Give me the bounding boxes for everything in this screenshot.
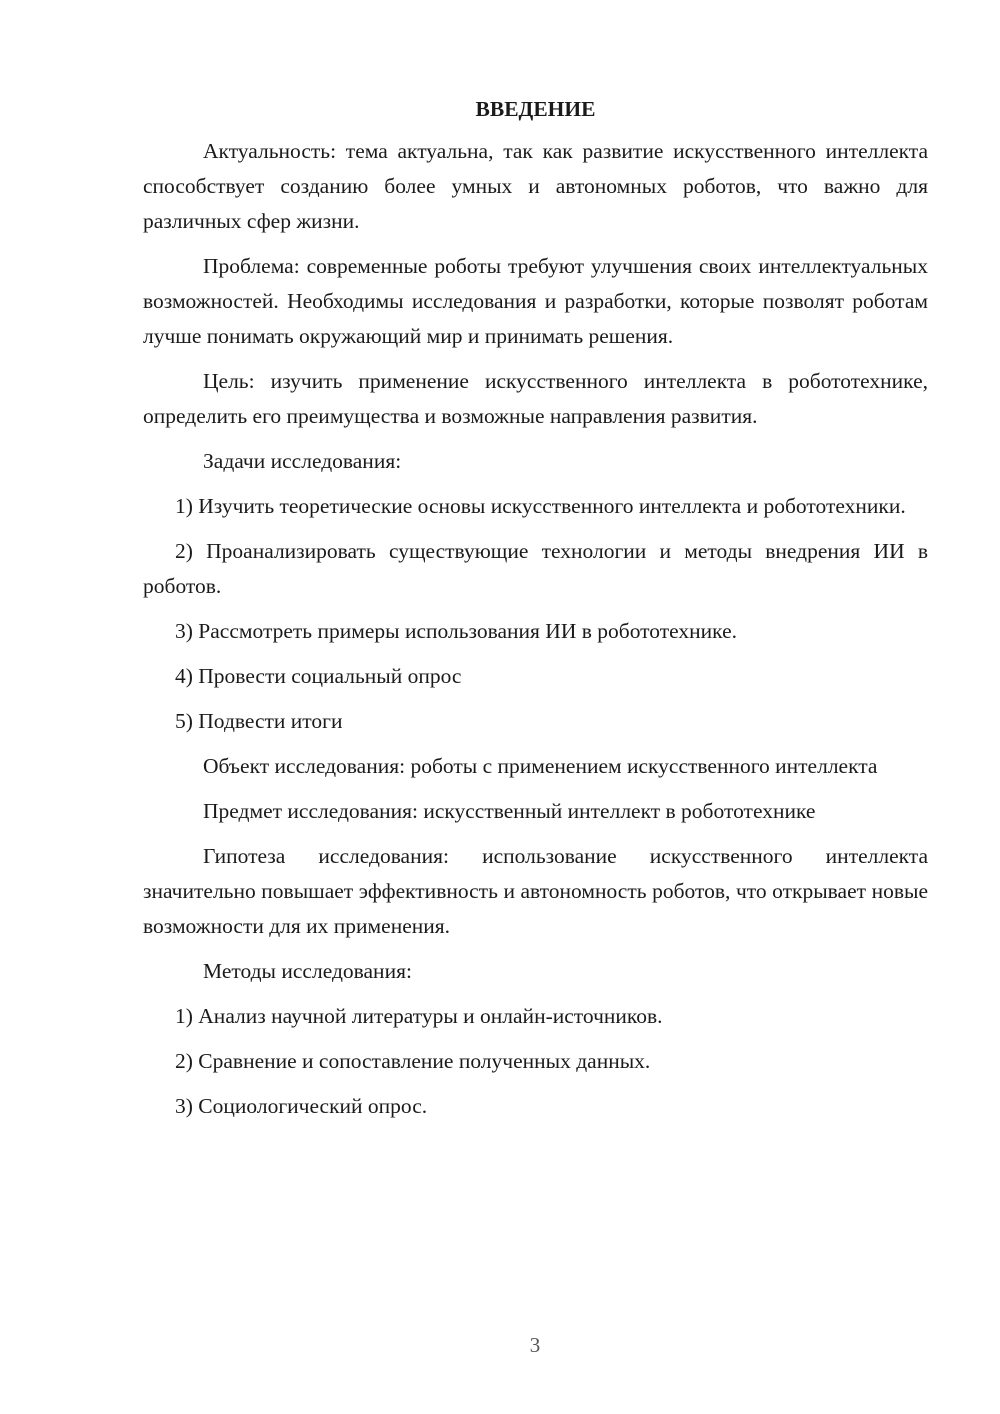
research-subject-paragraph: Предмет исследования: искусственный интеллект в робототехнике — [203, 799, 816, 823]
problem-paragraph: Проблема: современные роботы требуют улучшения своих интеллектуальных возможностей. Необходимы исследования и разработки, которые позволят роботам лучше понимать окружающий мир и принимать решения. — [143, 254, 928, 348]
method-item-3: 3) Социологический опрос. — [175, 1094, 428, 1118]
relevance-paragraph: Актуальность: тема актуальна, так как развитие искусственного интеллекта способствует созданию более умных и автономных роботов, что важно для различных сфер жизни. — [143, 139, 928, 233]
tasks-heading: Задачи исследования: — [203, 449, 402, 473]
page-number: 3 — [529, 1333, 541, 1357]
goal-paragraph: Цель: изучить применение искусственного интеллекта в робототехнике, определить его преимущества и возможные направления развития. — [143, 369, 928, 428]
methods-heading: Методы исследования: — [203, 959, 412, 983]
task-item-5: 5) Подвести итоги — [175, 709, 343, 733]
hypothesis-paragraph: Гипотеза исследования: использование искусственного интеллекта значительно повышает эффективность и автономность роботов, что открывает новые возможности для их применения. — [143, 844, 928, 938]
method-item-2: 2) Сравнение и сопоставление полученных данных. — [175, 1049, 651, 1073]
document-page — [143, 92, 928, 1134]
task-item-2: 2) Проанализировать существующие технологии и методы внедрения ИИ в роботов. — [143, 539, 928, 598]
method-item-1: 1) Анализ научной литературы и онлайн-источников. — [175, 1004, 663, 1028]
task-item-4: 4) Провести социальный опрос — [175, 664, 462, 688]
task-item-3: 3) Рассмотреть примеры использования ИИ в робототехнике. — [175, 619, 737, 643]
task-item-1: 1) Изучить теоретические основы искусственного интеллекта и робототехники. — [175, 494, 906, 518]
research-object-paragraph: Объект исследования: роботы с применением искусственного интеллекта — [203, 754, 878, 778]
section-title: ВВЕДЕНИЕ — [475, 97, 596, 121]
